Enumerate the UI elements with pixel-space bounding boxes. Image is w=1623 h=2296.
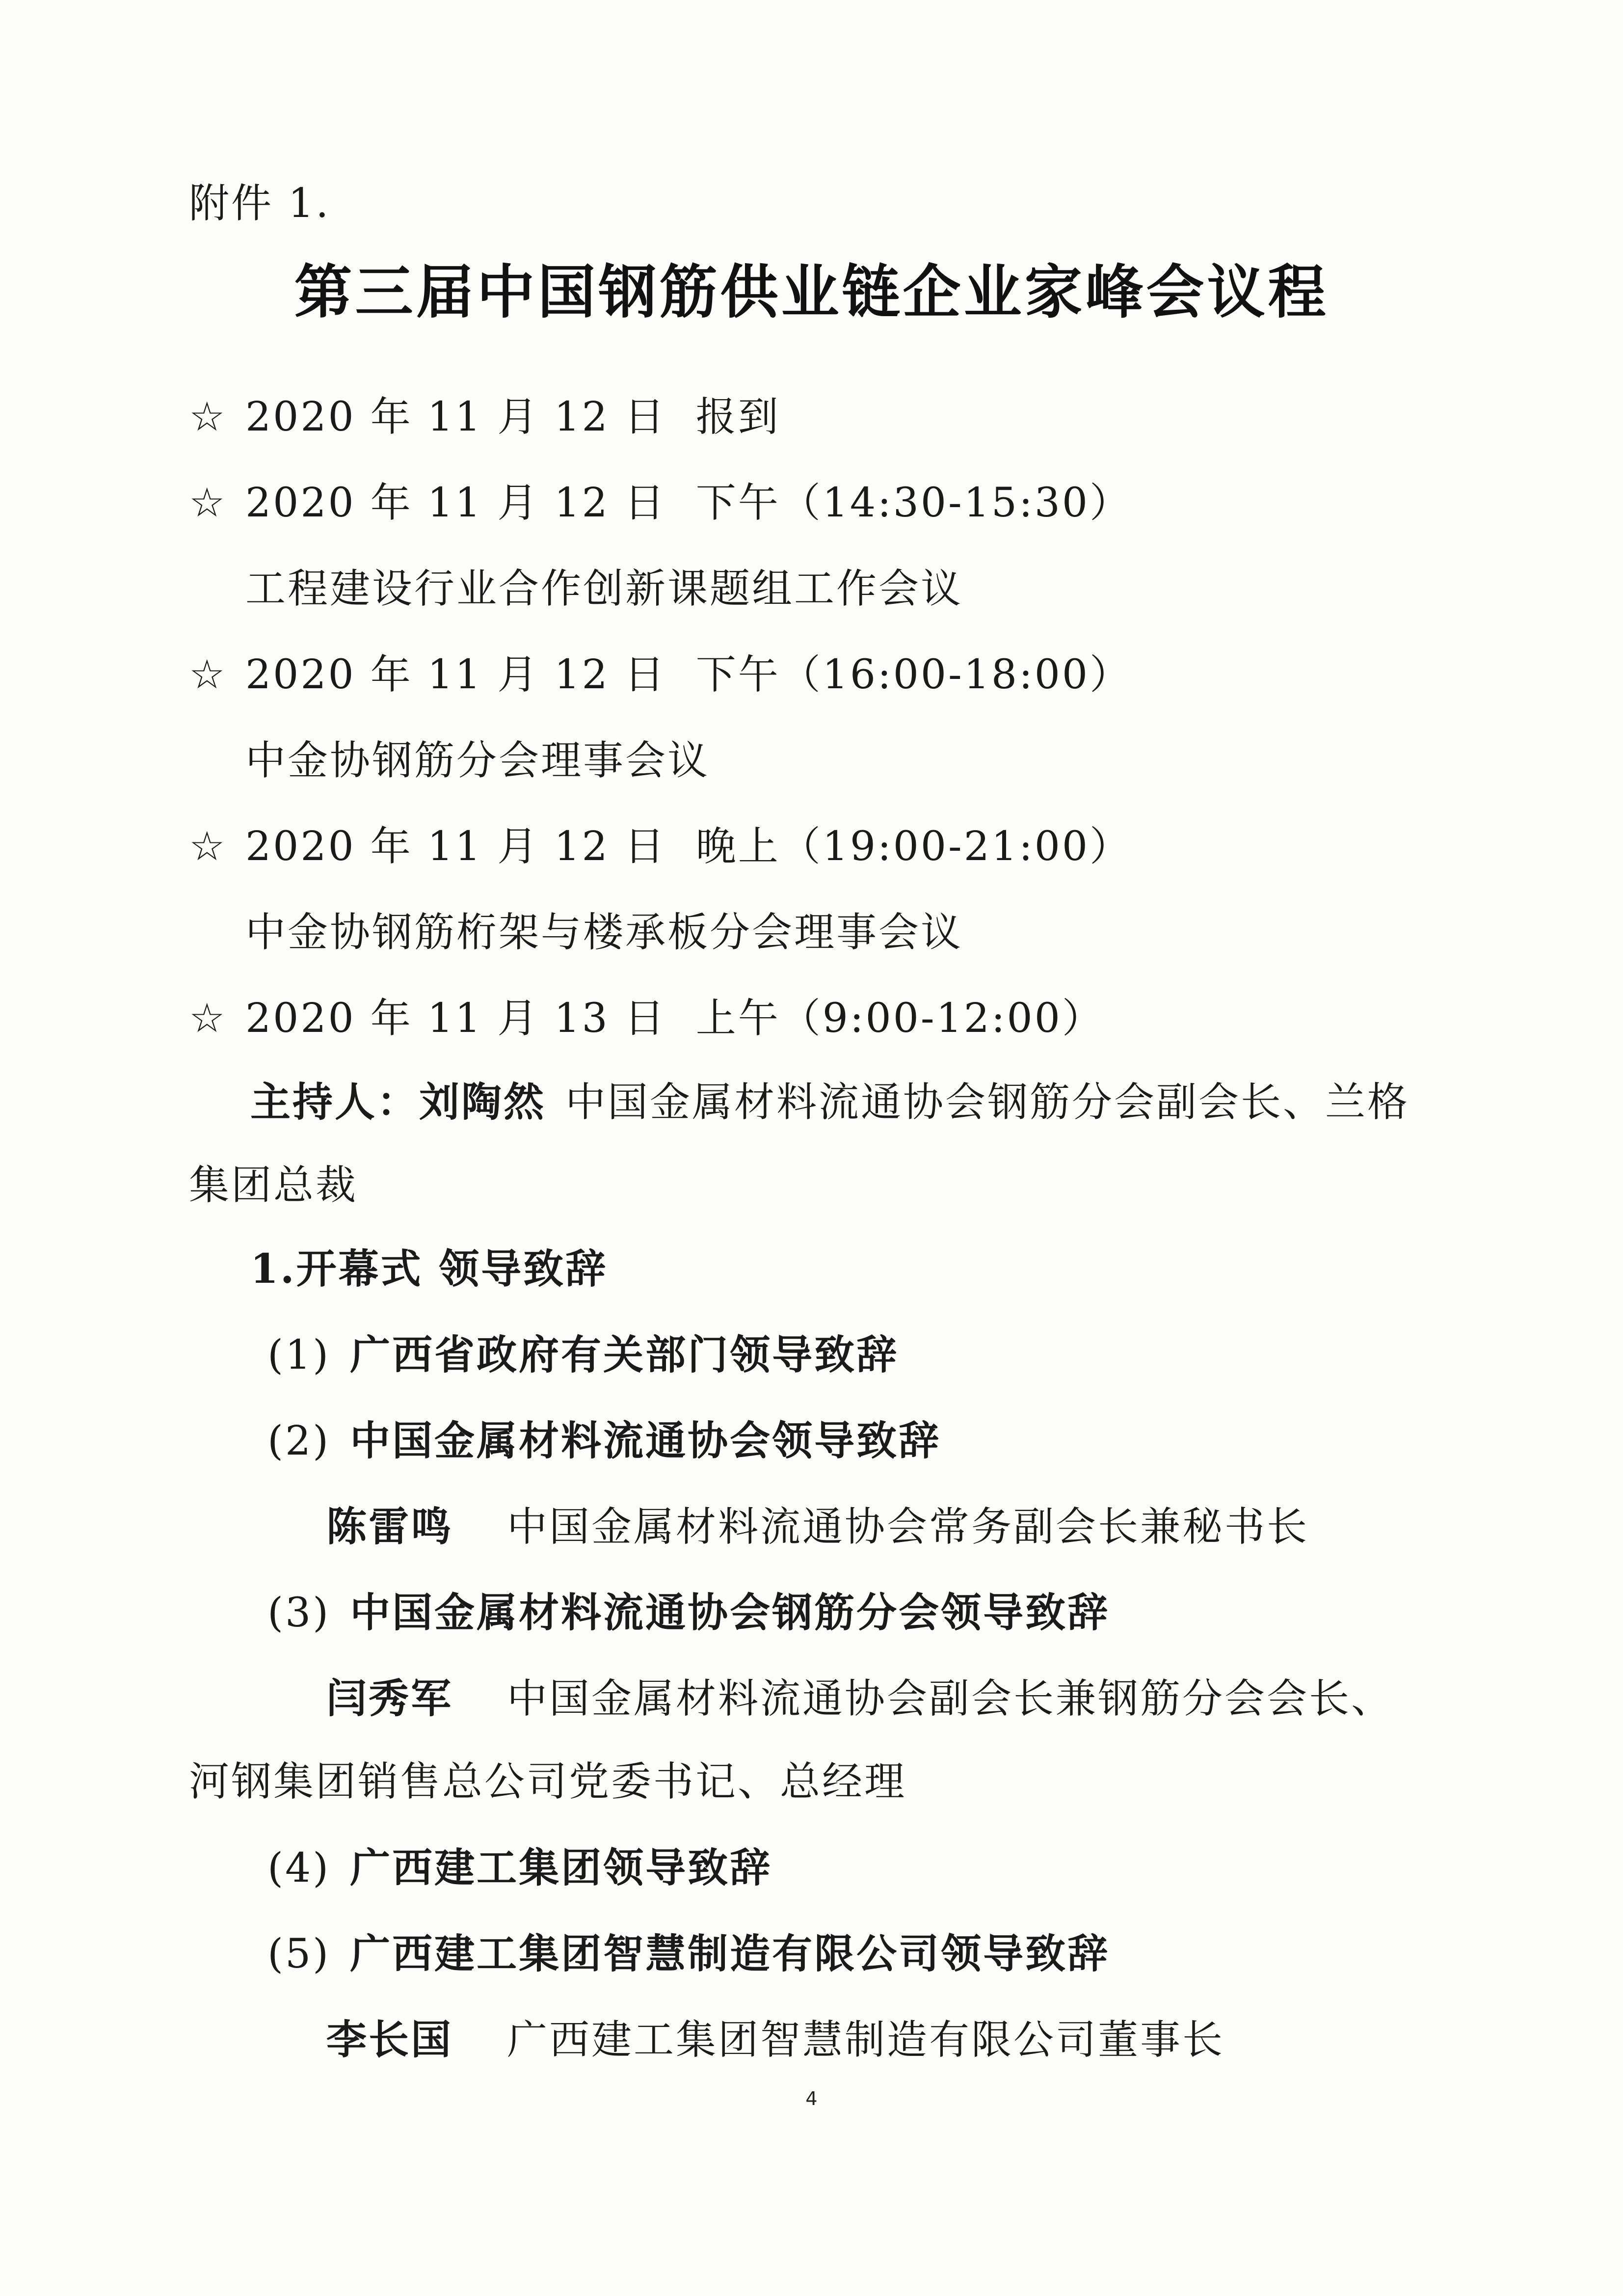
host-label: 主持人：刘陶然: [250, 1079, 546, 1126]
host-line: [250, 1075, 1410, 1130]
schedule-date: 2020 年 11 月 12 日: [245, 823, 666, 870]
schedule-session: 晚上: [695, 823, 780, 870]
speech-number: (1): [267, 1332, 331, 1378]
speech-item: [267, 1927, 1110, 1981]
schedule-date: 2020 年 11 月 12 日: [245, 480, 666, 526]
speech-text: 中国金属材料流通协会钢筋分会领导致辞: [350, 1589, 1110, 1636]
speech-text: 中国金属材料流通协会领导致辞: [350, 1417, 941, 1464]
schedule-desc: 中金协钢筋分会理事会议: [245, 737, 710, 784]
star-icon: ☆: [189, 394, 227, 440]
speaker-line: [326, 2013, 1224, 2067]
schedule-time: （19:00-21:00）: [780, 823, 1132, 870]
speech-text: 广西省政府有关部门领导致辞: [350, 1331, 899, 1378]
schedule-item: [189, 992, 1104, 1046]
schedule-session: 上午: [695, 995, 780, 1042]
speech-number: (2): [267, 1418, 331, 1464]
schedule-item: [189, 476, 1132, 530]
star-icon: ☆: [189, 995, 227, 1042]
schedule-session: 报到: [695, 394, 780, 440]
star-icon: ☆: [189, 480, 227, 526]
host-title: 中国金属材料流通协会钢筋分会副会长、兰格: [565, 1079, 1410, 1126]
schedule-session: 下午: [695, 651, 780, 698]
document-title: 第三届中国钢筋供业链企业家峰会议程: [294, 258, 1329, 326]
schedule-date: 2020 年 11 月 12 日: [245, 651, 666, 698]
speech-text: 广西建工集团领导致辞: [350, 1844, 772, 1891]
speaker-line: [326, 1500, 1309, 1554]
star-icon: ☆: [189, 823, 227, 870]
schedule-item: [189, 390, 780, 444]
speaker-name: 李长国: [326, 2016, 453, 2063]
speech-item: [267, 1586, 1110, 1640]
speaker-title: 中国金属材料流通协会常务副会长兼秘书长: [507, 1504, 1309, 1550]
speech-item: [267, 1414, 941, 1468]
speaker-line: [326, 1672, 1393, 1726]
schedule-date: 2020 年 11 月 13 日: [245, 995, 666, 1042]
schedule-item: [189, 648, 1132, 702]
opening-heading: 1.开幕式 领导致辞: [250, 1245, 608, 1293]
speaker-title: 广西建工集团智慧制造有限公司董事长: [507, 2017, 1225, 2063]
star-icon: ☆: [189, 651, 227, 698]
speech-number: (5): [267, 1931, 331, 1977]
speaker-name: 陈雷鸣: [326, 1503, 453, 1550]
attachment-label: 附件 1.: [189, 180, 331, 227]
schedule-time: （14:30-15:30）: [780, 480, 1132, 526]
speaker-title: 中国金属材料流通协会副会长兼钢筋分会会长、: [507, 1675, 1394, 1722]
speaker-title-cont: 河钢集团销售总公司党委书记、总经理: [189, 1758, 907, 1805]
speaker-name: 闫秀军: [326, 1675, 453, 1722]
schedule-session: 下午: [695, 480, 780, 526]
schedule-desc: 工程建设行业合作创新课题组工作会议: [245, 566, 963, 612]
speech-number: (3): [267, 1590, 331, 1636]
speech-item: [267, 1328, 899, 1382]
speech-text: 广西建工集团智慧制造有限公司领导致辞: [350, 1930, 1110, 1977]
host-title-cont: 集团总裁: [189, 1162, 358, 1209]
schedule-item: [189, 820, 1132, 874]
schedule-time: （16:00-18:00）: [780, 651, 1132, 698]
speech-number: (4): [267, 1845, 331, 1891]
schedule-date: 2020 年 11 月 12 日: [245, 394, 666, 440]
speech-item: [267, 1841, 772, 1895]
page-number: 4: [805, 2088, 818, 2109]
schedule-desc: 中金协钢筋桁架与楼承板分会理事会议: [245, 909, 963, 956]
schedule-time: （9:00-12:00）: [780, 995, 1104, 1042]
